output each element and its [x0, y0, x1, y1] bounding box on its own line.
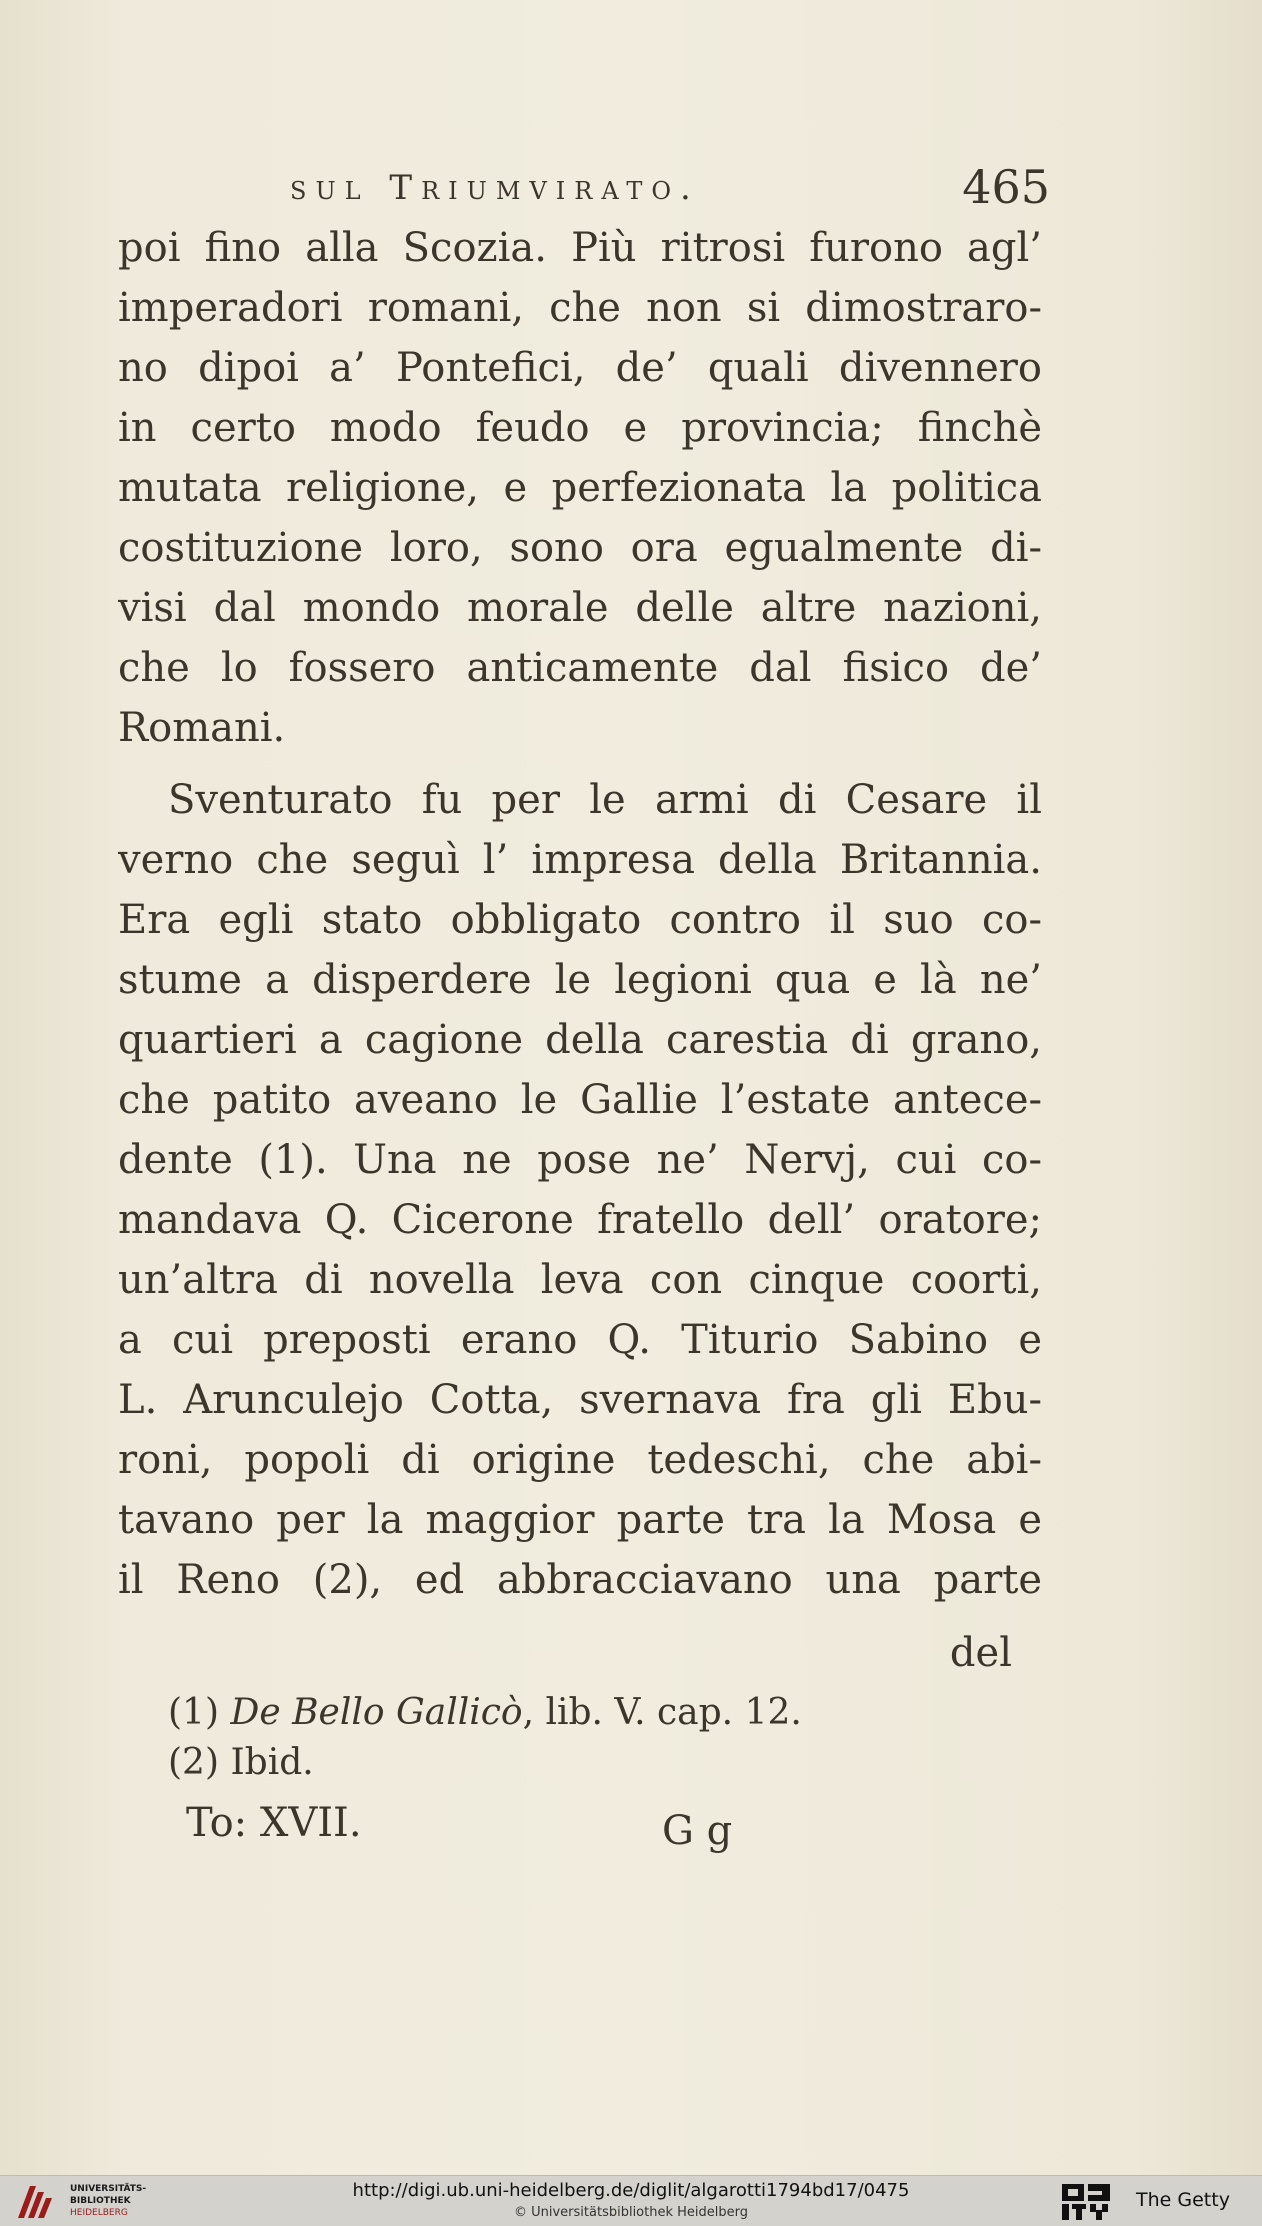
text-line: tavano per la maggior parte tra la Mosa e	[118, 1497, 1042, 1543]
page-number: 465	[962, 160, 1050, 214]
text-line: a cui preposti erano Q. Titurio Sabino e	[118, 1317, 1042, 1363]
text-line: roni, popoli di origine tedeschi, che abi-	[118, 1437, 1042, 1483]
running-title: sul Triumvirato.	[290, 168, 700, 208]
text-line: costituzione loro, sono ora egualmente di-	[118, 525, 1042, 571]
text-line: il Reno (2), ed abbracciavano una parte	[118, 1557, 1042, 1603]
viewer-footer	[0, 2175, 1262, 2226]
text-line: Era egli stato obbligato contro il suo co-	[118, 897, 1042, 943]
text-line: visi dal mondo morale delle altre nazioni,	[118, 585, 1042, 631]
text-line: Romani.	[118, 705, 286, 751]
text-line: in certo modo feudo e provincia; finchè	[118, 405, 1042, 451]
text-line: che lo fossero anticamente dal fisico de’	[118, 645, 1042, 691]
permalink-url[interactable]: http://digi.ub.uni-heidelberg.de/diglit/algarotti1794bd17/0475	[352, 2180, 910, 2201]
text-line: dente (1). Una ne pose ne’ Nervj, cui co-	[118, 1137, 1042, 1183]
text-line: mutata religione, e perfezionata la politica	[118, 465, 1042, 511]
catchword: del	[949, 1630, 1012, 1676]
text-line: mandava Q. Cicerone fratello dell’ oratore;	[118, 1197, 1042, 1243]
library-name-line1: UNIVERSITÄTS-	[70, 2184, 147, 2194]
text-line: imperadori romani, che non si dimostraro-	[118, 285, 1042, 331]
library-name-line2: BIBLIOTHEK	[70, 2196, 131, 2206]
footnote-2: (2) Ibid.	[168, 1742, 314, 1783]
footnote-1-title: De Bello Gallicò	[230, 1692, 523, 1733]
page-header	[290, 160, 1050, 214]
text-line: L. Arunculejo Cotta, svernava fra gli Ebu-	[118, 1377, 1042, 1423]
footnote-1-marker: (1)	[168, 1692, 219, 1733]
text-line: no dipoi a’ Pontefici, de’ quali divennero	[118, 345, 1042, 391]
getty-logo-icon	[1060, 2182, 1114, 2222]
gathering-signature: G g	[662, 1808, 733, 1854]
text-line: poi fino alla Scozia. Più ritrosi furono agl’	[118, 225, 1042, 271]
footnote-1-ref: , lib. V. cap. 12.	[522, 1692, 802, 1733]
library-name-line3: HEIDELBERG	[70, 2208, 128, 2218]
volume-signature: To: XVII.	[186, 1800, 362, 1846]
text-line: quartieri a cagione della carestia di grano,	[118, 1017, 1042, 1063]
text-line: che patito aveano le Gallie l’estate antece-	[118, 1077, 1042, 1123]
text-line: un’altra di novella leva con cinque coorti,	[118, 1257, 1042, 1303]
text-line: verno che seguì l’ impresa della Britannia.	[118, 837, 1042, 883]
getty-name: The Getty	[1136, 2189, 1230, 2211]
copyright-notice: © Universitätsbibliothek Heidelberg	[513, 2205, 748, 2220]
footnote-1	[168, 1688, 802, 1738]
text-line: Sventurato fu per le armi di Cesare il	[168, 777, 1042, 823]
text-line: stume a disperdere le legioni qua e là ne’	[118, 957, 1042, 1003]
